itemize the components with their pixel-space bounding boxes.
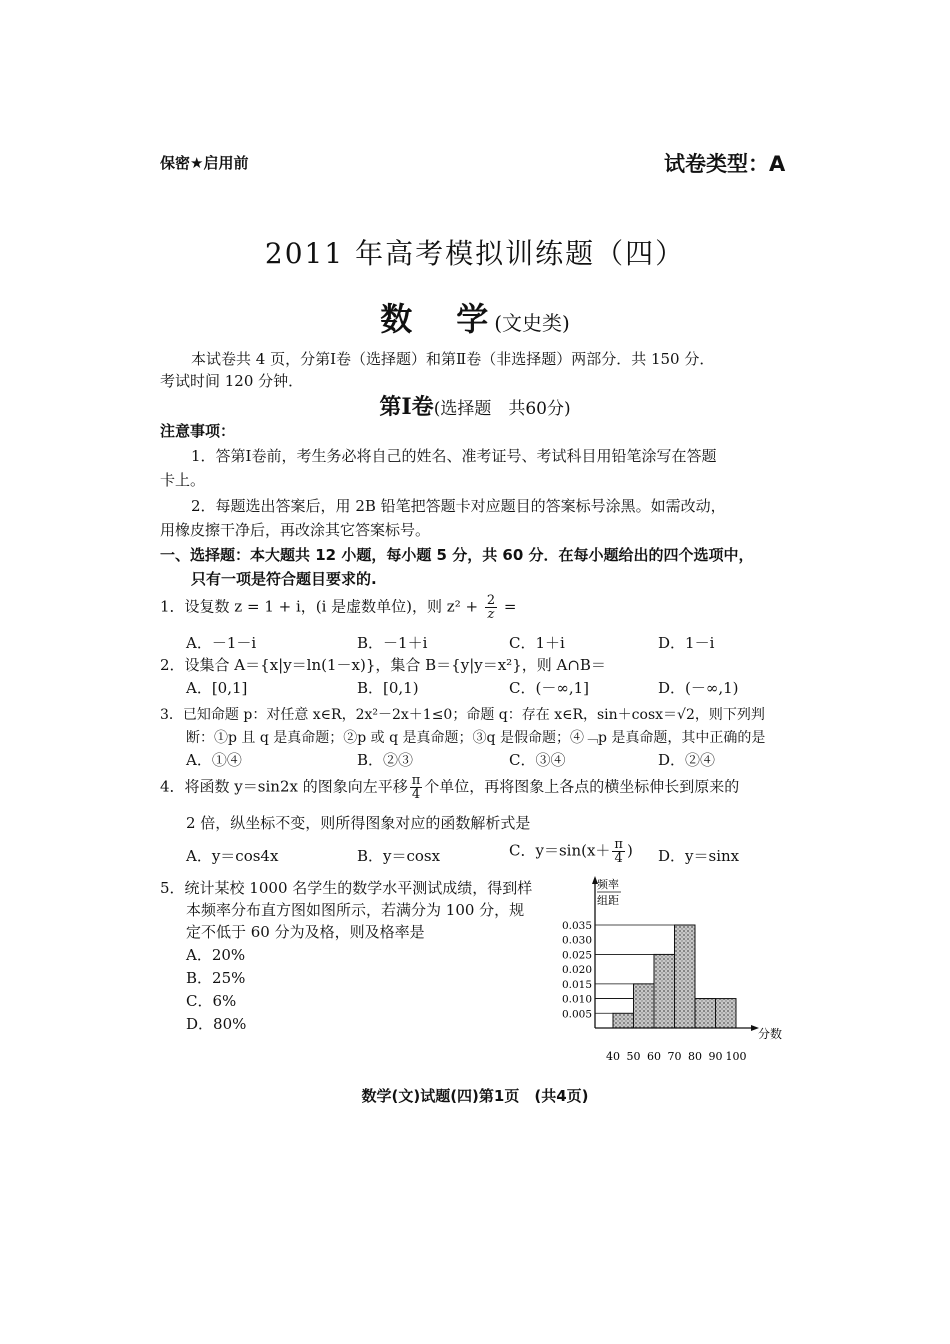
q4-optc-frac-num: π xyxy=(614,837,623,852)
section1-line2: 只有一项是符合题目要求的. xyxy=(191,570,377,588)
x-tick-label: 80 xyxy=(688,1050,702,1063)
q4-option-c-text: C．y＝sin(x＋ xyxy=(509,841,611,860)
q4-line-2: 2 倍，纵坐标不变，则所得图象对应的函数解析式是 xyxy=(186,814,531,832)
q1-stem xyxy=(160,594,516,621)
y-tick-label: 0.035 xyxy=(561,920,592,932)
notice-item2-line1: 2．每题选出答案后，用 2B 铅笔把答题卡对应题目的答案标号涂黑。如需改动， xyxy=(191,497,726,515)
part1-heading xyxy=(0,390,950,421)
intro-line-1: 本试卷共 4 页，分第Ⅰ卷（选择题）和第Ⅱ卷（非选择题）两部分．共 150 分． xyxy=(191,350,715,368)
y-tick-labels xyxy=(562,920,592,1020)
y-tick-label: 0.015 xyxy=(561,978,592,991)
y-tick-label: 0.010 xyxy=(561,993,592,1006)
q3-line-2: 断：①p 且 q 是真命题；②p 或 q 是真命题；③q 是假命题；④﹁p 是真命题，其中正确的是 xyxy=(186,730,766,746)
q5-option-c: C．6% xyxy=(186,992,237,1010)
q3-option-d: D．②④ xyxy=(658,751,716,769)
q1-stem-end: = xyxy=(499,597,517,616)
intro-line-2: 考试时间 120 分钟． xyxy=(160,372,304,390)
exam-title: 2011 年高考模拟训练题（四） xyxy=(264,237,686,270)
q4-frac-num: π xyxy=(411,773,421,788)
q3-line-1: 3．已知命题 p：对任意 x∈R，2x²－2x＋1≤0；命题 q：存在 x∈R，sin＋cosx＝√2，则下列判 xyxy=(160,707,765,723)
q2-stem: 2．设集合 A＝{x|y＝ln(1－x)}，集合 B＝{y|y＝x²}，则 A∩B＝ xyxy=(160,656,606,674)
histogram-bar xyxy=(675,925,696,1028)
subject-main: 数 学 xyxy=(380,300,495,338)
q2-option-b: B．[0,1) xyxy=(357,679,419,697)
part1-title: 第Ⅰ卷 xyxy=(379,394,434,420)
q1-option-c: C．1＋i xyxy=(509,634,565,652)
notice-item1-line2: 卡上。 xyxy=(160,471,206,489)
q5-option-b: B．25% xyxy=(186,969,246,987)
x-tick-label: 40 xyxy=(606,1050,620,1063)
page-footer: 数学(文)试题(四)第1页 (共4页) xyxy=(361,1087,589,1105)
q5-option-a: A．20% xyxy=(186,946,246,964)
notice-item2-line2: 用橡皮擦干净后，再改涂其它答案标号。 xyxy=(160,521,431,539)
q1-fraction xyxy=(485,594,497,621)
subject-heading xyxy=(0,294,950,340)
q4-option-c-fraction xyxy=(612,838,625,865)
q4-line-1 xyxy=(160,774,739,801)
q4-option-c xyxy=(509,838,633,865)
subject-sub: (文史类) xyxy=(494,311,570,335)
q5-option-d: D．80% xyxy=(186,1015,247,1033)
q1-option-b: B．－1＋i xyxy=(357,634,428,652)
y-tick-label: 0.005 xyxy=(561,1008,592,1021)
y-tick-label: 0.030 xyxy=(561,934,592,947)
y-tick-label: 0.020 xyxy=(561,964,592,977)
q1-frac-den: z xyxy=(487,607,495,622)
histogram-bar xyxy=(613,1013,634,1028)
x-tick-label: 70 xyxy=(667,1050,682,1063)
q4-line1-a: 4．将函数 y＝sin2x 的图象向左平移 xyxy=(160,777,408,796)
histogram-bar xyxy=(695,999,716,1028)
histogram-bars xyxy=(613,925,736,1028)
histogram-bar xyxy=(716,999,737,1028)
q2-option-a: A．[0,1] xyxy=(186,679,248,697)
x-axis-label: 分数 xyxy=(758,1027,783,1041)
q3-option-c: C．③④ xyxy=(509,751,566,769)
notice-item1-line1: 1．答第Ⅰ卷前，考生务必将自己的姓名、准考证号、考试科目用铅笔涂写在答题 xyxy=(191,447,717,465)
x-tick-label: 90 xyxy=(708,1050,723,1063)
x-tick-label: 60 xyxy=(647,1050,661,1063)
q1-frac-num: 2 xyxy=(486,593,496,608)
confidential-label: 保密★启用前 xyxy=(160,154,249,172)
notice-heading: 注意事项： xyxy=(160,422,236,440)
q1-stem-text: 1．设复数 z = 1 + i，(i 是虚数单位)，则 z² + xyxy=(160,597,483,616)
y-label-top: 频率 xyxy=(597,878,619,891)
q4-option-c-end: ) xyxy=(626,841,633,860)
q5-line-2: 本频率分布直方图如图所示，若满分为 100 分，规 xyxy=(186,901,525,919)
y-tick-label: 0.025 xyxy=(561,949,592,962)
q4-line1-b: 个单位，再将图象上各点的横坐标伸长到原来的 xyxy=(424,777,740,796)
q4-option-a: A．y＝cos4x xyxy=(186,847,279,865)
q3-option-a: A．①④ xyxy=(186,751,242,769)
q2-option-d: D．(－∞,1) xyxy=(658,679,739,697)
histogram-bar xyxy=(634,984,655,1028)
histogram-bar xyxy=(654,954,675,1028)
q4-option-b: B．y＝cosx xyxy=(357,847,441,865)
x-tick-labels xyxy=(606,1050,747,1063)
x-tick-label: 50 xyxy=(626,1050,641,1063)
q5-line-1: 5．统计某校 1000 名学生的数学水平测试成绩，得到样 xyxy=(160,879,533,897)
q4-option-d: D．y＝sinx xyxy=(658,847,740,865)
q4-frac-den: 4 xyxy=(411,787,421,802)
y-label-bottom: 组距 xyxy=(597,894,619,907)
q4-optc-frac-den: 4 xyxy=(614,851,623,866)
paper-type-label: 试卷类型：A xyxy=(664,152,786,176)
q4-fraction xyxy=(410,774,423,801)
frequency-histogram xyxy=(555,870,795,1070)
part1-note: (选择题 共60分) xyxy=(433,399,571,419)
q1-option-d: D．1－i xyxy=(658,634,715,652)
q5-line-3: 定不低于 60 分为及格，则及格率是 xyxy=(186,923,425,941)
q3-option-b: B．②③ xyxy=(357,751,414,769)
q1-option-a: A．－1－i xyxy=(186,634,257,652)
x-tick-label: 100 xyxy=(725,1050,747,1063)
q2-option-c: C．(－∞,1] xyxy=(509,679,589,697)
section1-line1: 一、选择题：本大题共 12 小题，每小题 5 分，共 60 分．在每小题给出的四个选项中， xyxy=(160,546,754,564)
